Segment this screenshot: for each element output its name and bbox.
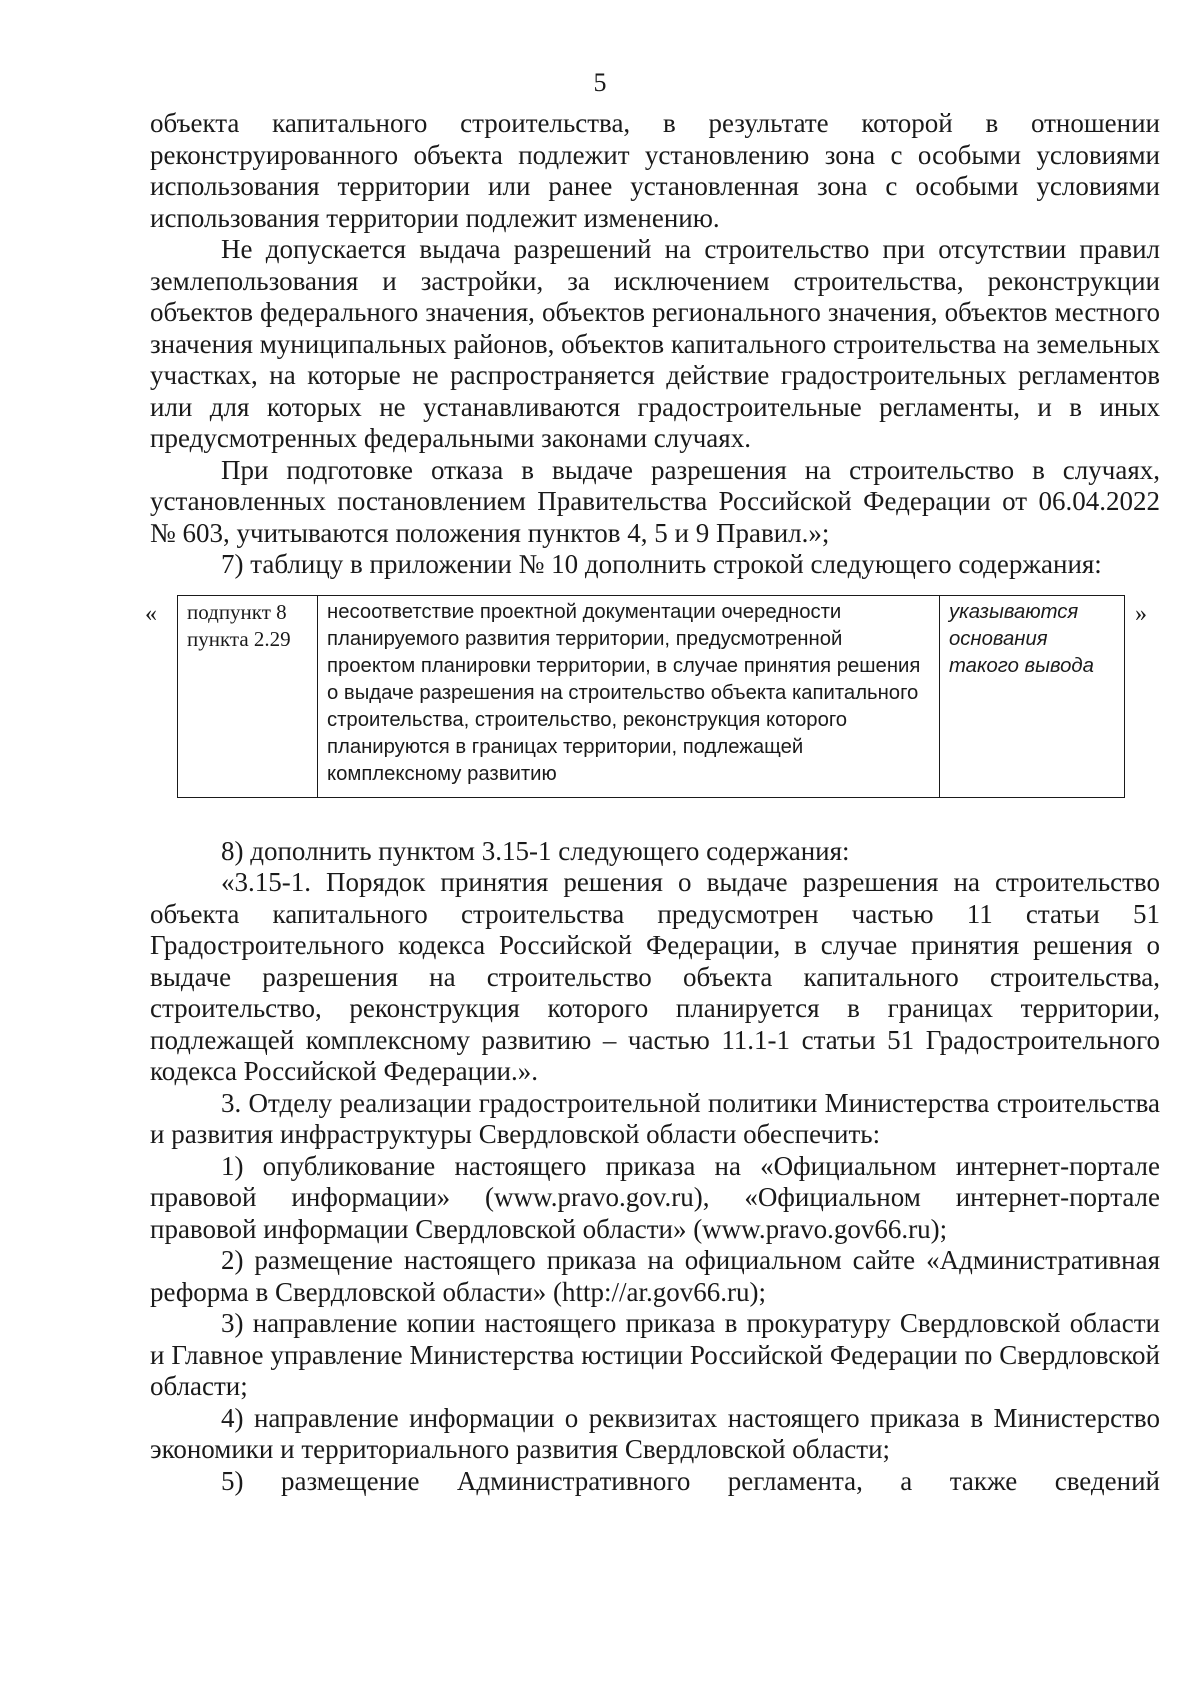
- page-number: 5: [593, 68, 607, 97]
- document-body: [145, 108, 1160, 1497]
- paragraph: 7) таблицу в приложении № 10 дополнить строкой следующего содержания:: [221, 549, 1102, 579]
- table-cell-clause: подпункт 8 пункта 2.29: [178, 595, 318, 797]
- paragraph: 3) направление копии настоящего приказа в прокуратуру Свердловской области и Главное управление Министерства юстиции Российской Федерации по Свердловской области;: [150, 1308, 1160, 1401]
- paragraph: «3.15-1. Порядок принятия решения о выдаче разрешения на строительство объекта капитального строительства предусмотрен частью 11 статьи 51 Градостроительного кодекса Российской Федерации, в случае принятия решения о выдаче разрешения на строительство объекта капитального строительства, строительство, реконструкция которого планируется в границах территории, подлежащей комплексному развитию – частью 11.1-1 статьи 51 Градостроительного кодекса Российской Федерации.».: [150, 867, 1160, 1086]
- open-quote: «: [145, 600, 157, 627]
- paragraph: Не допускается выдача разрешений на строительство при отсутствии правил землепользования и застройки, за исключением строительства, реконструкции объектов федерального значения, объектов регионального значения, объектов местного значения муниципальных районов, объектов капитального строительства на земельных участках, на которые не распространяется действие градостроительных регламентов или для которых не устанавливаются градостроительные регламенты, и в иных предусмотренных федеральными законами случаях.: [150, 234, 1160, 453]
- table-cell-note: указываются основания такого вывода: [940, 595, 1125, 797]
- paragraph: 5) размещение Административного регламента, а также сведений: [221, 1465, 1160, 1496]
- paragraph: 8) дополнить пунктом 3.15-1 следующего содержания:: [221, 835, 850, 866]
- paragraph: 4) направление информации о реквизитах настоящего приказа в Министерство экономики и территориального развития Свердловской области;: [150, 1402, 1160, 1464]
- table-cell-reason: несоответствие проектной документации очередности планируемого развития территории, предусмотренной проектом планировки территории, в случае принятия решения о выдаче разрешения на строительство объекта капитального строительства, строительство, реконструкция которого планируются в границах территории, подлежащей комплексному развитию: [318, 595, 940, 797]
- paragraph: 1) опубликование настоящего приказа на «Официальном интернет-портале правовой информации» (www.pravo.gov.ru), «Официальном интернет-портале правовой информации Свердловской области» (www.pravo.gov66.ru);: [150, 1150, 1160, 1244]
- paragraph: 2) размещение настоящего приказа на официальном сайте «Административная реформа в Свердловской области» (http://ar.gov66.ru);: [150, 1245, 1160, 1307]
- paragraph: 3. Отделу реализации градостроительной политики Министерства строительства и развития инфраструктуры Свердловской области обеспечить:: [150, 1087, 1160, 1149]
- paragraph: При подготовке отказа в выдаче разрешения на строительство в случаях, установленных постановлением Правительства Российской Федерации от 06.04.2022 № 603, учитываются положения пунктов 4, 5 и 9 Правил.»;: [150, 454, 1160, 548]
- paragraph: объекта капитального строительства, в результате которой в отношении реконструированного объекта подлежит установлению зона с особыми условиями использования территории или ранее установленная зона с особыми условиями использования территории подлежит изменению.: [150, 108, 1160, 233]
- inserted-table-block: [145, 595, 1160, 821]
- inserted-table: [177, 595, 1125, 798]
- table-row: [178, 595, 1125, 797]
- close-quote: »: [1135, 600, 1147, 627]
